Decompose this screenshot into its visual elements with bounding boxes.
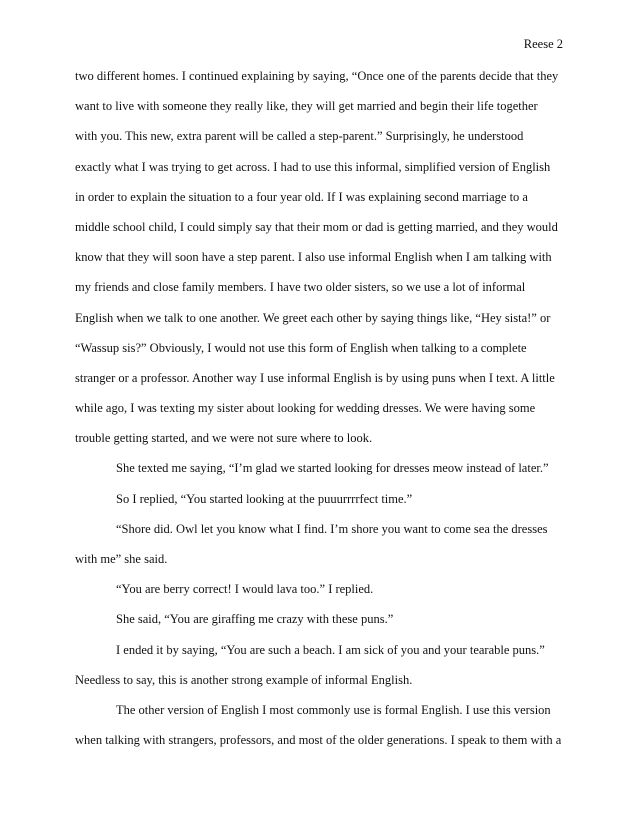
text-line: with me” she said. [75,552,168,566]
text-line: know that they will soon have a step parent. I also use informal English when I am talking with [75,250,552,265]
text-line: in order to explain the situation to a four year old. If I was explaining second marriage to a [75,189,528,204]
text-line: my friends and close family members. I have two older sisters, so we use a lot of informal [75,280,526,295]
text-line: She said, “You are giraffing me crazy with these puns.” [116,612,394,627]
text-line: want to live with someone they really like, they will get married and begin their life together [75,99,538,114]
running-head: Reese 2 [523,37,563,51]
text-line: The other version of English I most commonly use is formal English. I use this version [116,702,551,717]
text-line: Needless to say, this is another strong example of informal English. [75,672,413,687]
text-line: I ended it by saying, “You are such a beach. I am sick of you and your tearable puns.” [116,642,545,657]
body-text [75,68,570,762]
text-line: middle school child, I could simply say that their mom or dad is getting married, and they would [75,219,558,234]
text-line: with you. This new, extra parent will be called a step-parent.” Surprisingly, he understood [75,129,524,144]
text-line: “Wassup sis?” Obviously, I would not use this form of English when talking to a complete [75,340,527,355]
text-line: when talking with strangers, professors, and most of the older generations. I speak to them with a [75,733,562,748]
text-line: So I replied, “You started looking at the puuurrrrfect time.” [116,491,413,506]
text-line: while ago, I was texting my sister about looking for wedding dresses. We were having some [75,401,536,416]
text-line: She texted me saying, “I’m glad we started looking for dresses meow instead of later.” [116,461,549,476]
text-line: “Shore did. Owl let you know what I find. I’m shore you want to come sea the dresses [116,521,548,536]
text-line: two different homes. I continued explaining by saying, “Once one of the parents decide that they [75,69,559,83]
text-line: stranger or a professor. Another way I use informal English is by using puns when I text. A little [75,370,555,385]
text-line: “You are berry correct! I would lava too.” I replied. [116,582,374,597]
text-line: English when we talk to one another. We greet each other by saying things like, “Hey sista!” or [75,310,551,325]
text-line: trouble getting started, and we were not sure where to look. [75,431,373,446]
text-line: exactly what I was trying to get across. I had to use this informal, simplified version of English [75,159,551,174]
